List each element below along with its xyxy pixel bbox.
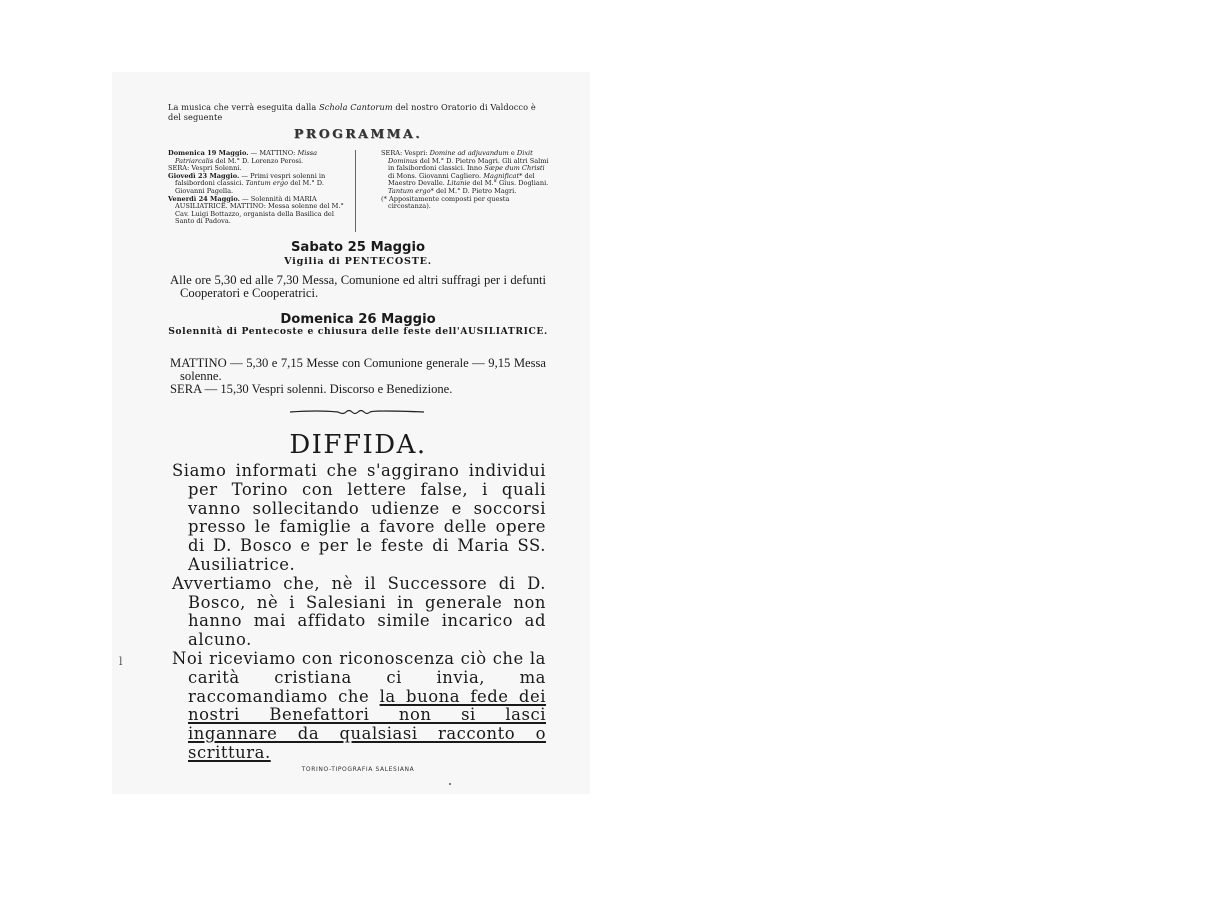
- programma_right-entry: [381, 150, 549, 196]
- programma_right-italic6: Tantum ergo*: [388, 186, 434, 195]
- programma_left-text: — Solennità di MARIA AUSILIATRICE. MATTINO: Messa solenne del M.° Cav. Luigi Bottazzo, organista della Basilica del Santo di Padova.: [175, 194, 344, 226]
- programma_right-italic3: Sæpe dum Christi: [484, 164, 545, 173]
- intro-part2: del nostro Oratorio di Valdocco è del seguente: [168, 102, 536, 122]
- programma_left-text: — MATTINO:: [248, 149, 298, 157]
- programma_right-rest3: di Mons. Giovanni Cagliero.: [388, 171, 484, 180]
- programma_right-italic4: Magnificat*: [483, 171, 523, 180]
- ink-speck: [449, 783, 451, 785]
- intro-part1: La musica che verrà eseguita dalla: [168, 102, 320, 112]
- programma_right-rest4: del Maestro Devalle.: [388, 171, 535, 188]
- programma_left-day: Domenica 19 Maggio.: [168, 149, 249, 157]
- programma-right-column: [381, 150, 549, 211]
- diffida-title: DIFFIDA.: [289, 430, 427, 460]
- programma_right-text: SERA: Vespri:: [381, 149, 430, 157]
- programma_left-day: Giovedì 23 Maggio.: [168, 171, 240, 180]
- programma_left-italic: Tantum ergo: [245, 179, 289, 188]
- sabato-text-block: [170, 274, 546, 300]
- programma_left-entry: [168, 150, 350, 165]
- domenica-sera: SERA — 15,30 Vespri solenni. Discorso e Benedizione.: [170, 382, 453, 396]
- programma_left-text: — Primi vespri solenni in falsibordoni classici.: [175, 171, 326, 188]
- programma_right-rest2: del M.° D. Pietro Magri. Gli altri Salmi in falsibordoni classici. Inno: [388, 156, 549, 173]
- sabato-subtitle: Vigilia di PENTECOSTE.: [284, 256, 432, 267]
- programma_left-entry: [168, 196, 350, 226]
- programma_right-rest5: del M.° Gius. Dogliani.: [470, 179, 549, 188]
- column-divider: [355, 150, 356, 232]
- sabato-title: Sabato 25 Maggio: [290, 240, 426, 255]
- programma_right-text: (* Appositamente composti per questa circostanza).: [381, 194, 510, 211]
- programma_right-italic5: Litanie: [447, 179, 471, 188]
- programma_left-rest: del M.° D. Giovanni Pagella.: [175, 179, 324, 195]
- sabato-text: Alle ore 5,30 ed alle 7,30 Messa, Comunione ed altri suffragi per i defunti Cooperatori e Cooperatrici.: [170, 273, 546, 300]
- ornament-divider: [288, 406, 426, 418]
- programma_left-rest: del M.° D. Lorenzo Perosi.: [213, 156, 304, 165]
- diffida-p3-plain: Noi riceviamo con riconoscenza ciò che la carità cristiana ci invia, ma raccomandiamo che: [172, 648, 546, 706]
- programma_left-italic: Missa Patriarcalis: [175, 149, 318, 165]
- domenica-title: Domenica 26 Maggio: [280, 312, 436, 327]
- diffida-paragraph-3: [172, 650, 546, 763]
- domenica-subtitle: Solennità di Pentecoste e chiusura delle feste dell'AUSILIATRICE.: [168, 326, 548, 337]
- intro-schola: Schola Cantorum: [319, 102, 393, 112]
- programma-title: PROGRAMMA.: [293, 126, 423, 141]
- intro-text: [168, 103, 548, 122]
- programma_right-rest6: del M.° D. Pietro Magri.: [433, 186, 517, 195]
- diffida-paragraph-2: Avvertiamo che, nè il Successore di D. Bosco, nè i Salesiani in generale non hanno mai affidato simile incarico ad alcuno.: [172, 573, 546, 650]
- programma_left-text: SERA: Vespri Solenni.: [168, 164, 242, 173]
- programma_right-entry: [381, 196, 549, 211]
- programma_left-day: Venerdì 24 Maggio.: [168, 194, 240, 203]
- programma_right-rest: e: [508, 149, 517, 157]
- domenica-mattino: MATTINO — 5,30 e 7,15 Messe con Comunione generale — 9,15 Messa solenne.: [170, 356, 546, 383]
- programma_right-italic2: Dixit Dominus: [388, 149, 533, 165]
- programma_right-italic: Domine ad adjuvandum: [429, 149, 509, 157]
- margin-mark: l: [119, 655, 123, 668]
- diffida-body: [172, 462, 546, 763]
- printer-imprint: TORINO-TIPOGRAFIA SALESIANA: [301, 766, 415, 773]
- diffida-paragraph-1: Siamo informati che s'aggirano individui per Torino con lettere false, i quali vanno sollecitando udienze e soccorsi presso le famiglie a favore delle opere di D. Bosco e per le feste di Maria SS. Ausiliatrice.: [172, 461, 546, 574]
- programma_left-entry: [168, 173, 350, 196]
- programma-left-column: [168, 150, 350, 226]
- diffida-p3-underlined: la buona fede dei nostri Benefattori non si lasci ingannare da qualsiasi racconto o scrittura.: [188, 686, 546, 762]
- domenica-text-block: [170, 357, 546, 396]
